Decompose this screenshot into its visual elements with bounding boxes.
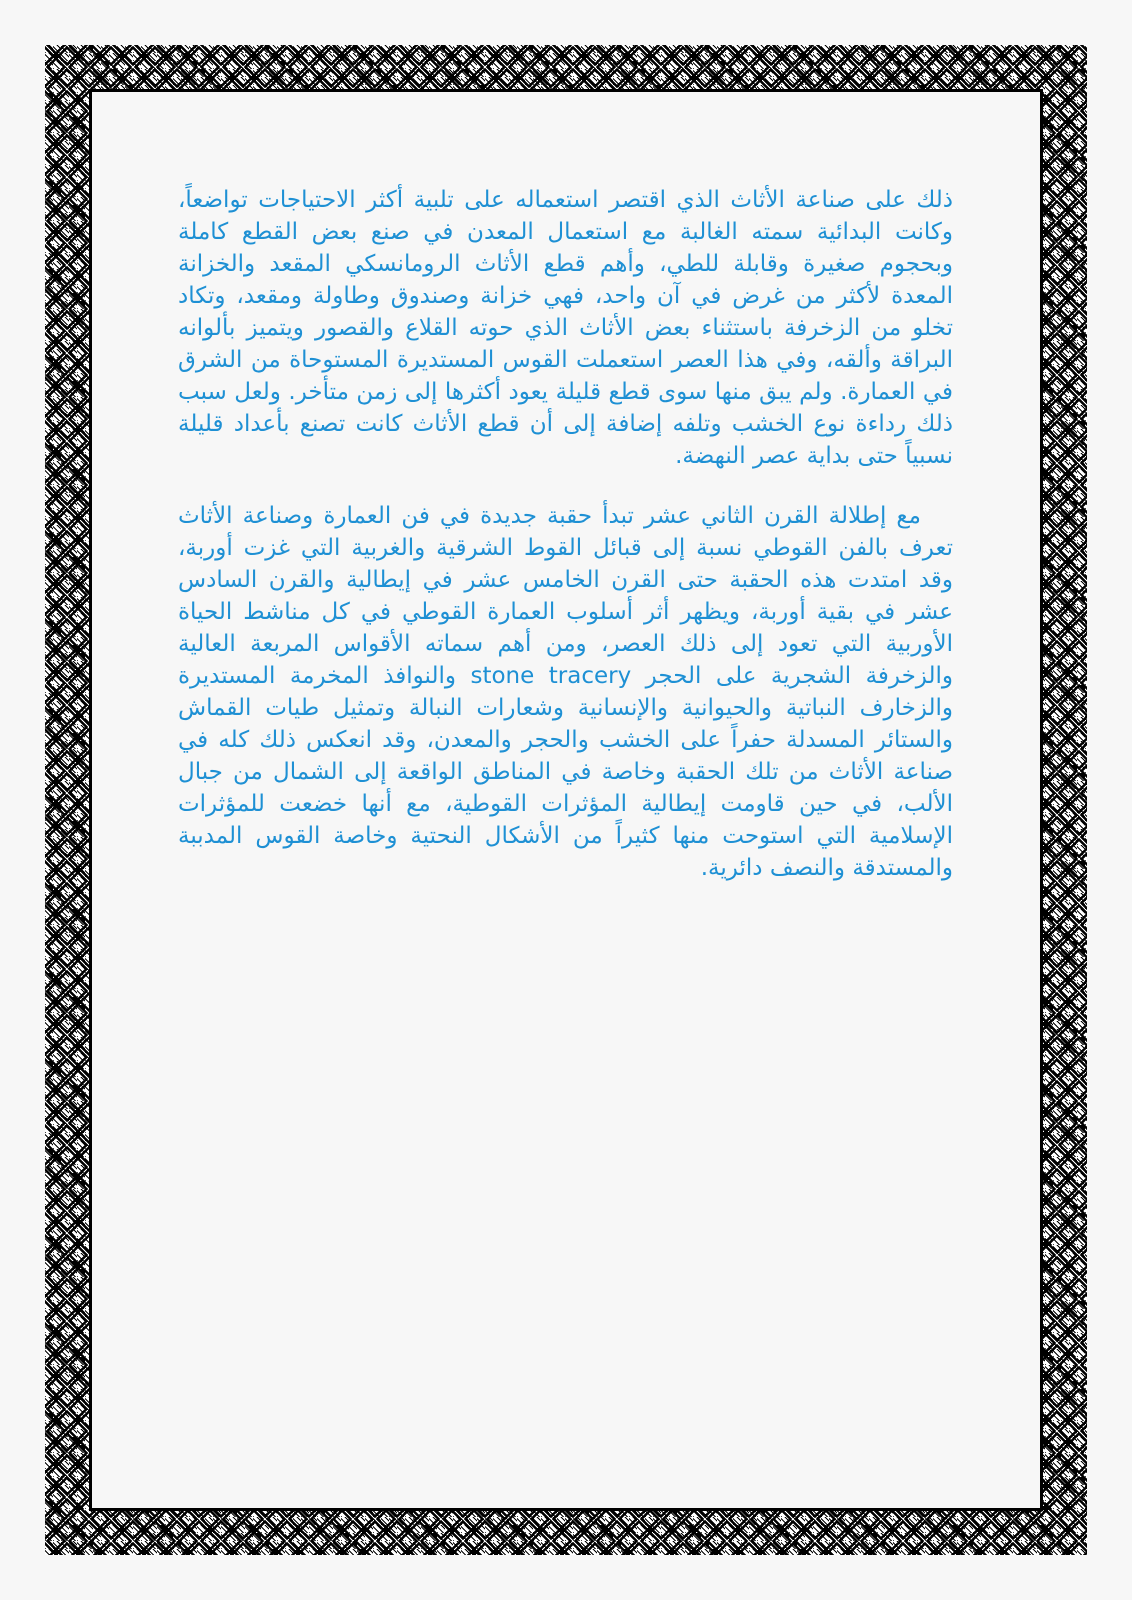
paragraph-1: ذلك على صناعة الأثاث الذي اقتصر استعماله على تلبية أكثر الاحتياجات تواضعاً، وكانت البدائية سمته الغالبة مع استعمال المعدن في صنع بعض القطع كاملة وبحجوم صغيرة وقابلة للطي، وأهم قطع الأثاث الرومانسكي المقعد والخزانة المعدة لأكثر من غرض في آن واحد، فهي خزانة وصندوق وطاولة ومقعد، وتكاد تخلو من الزخرفة باستثناء بعض الأثاث الذي حوته القلاع والقصور ويتميز بألوانه البراقة وألقه، وفي هذا العصر استعملت القوس المستديرة المستوحاة من الشرق في العمارة. ولم يبق منها سوى قطع قليلة يعود أكثرها إلى زمن متأخر. ولعل سبب ذلك رداءة نوع الخشب وتلفه إضافة إلى أن قطع الأثاث كانت تصنع بأعداد قليلة نسبياً حتى بداية عصر النهضة. [178,187,953,469]
paragraph-2: مع إطلالة القرن الثاني عشر تبدأ حقبة جديدة في فن العمارة وصناعة الأثاث تعرف بالفن القوطي نسبة إلى قبائل القوط الشرقية والغربية التي غزت أوربة، وقد امتدت هذه الحقبة حتى القرن الخامس عشر في إيطالية والقرن السادس عشر في بقية أوربة، ويظهر أثر أسلوب العمارة القوطي في كل مناشط الحياة الأوربية التي تعود إلى ذلك العصر، ومن أهم سماته الأقواس المربعة العالية والزخرفة الشجرية على الحجر stone tracery والنوافذ المخرمة المستديرة والزخارف النباتية والحيوانية والإنسانية وشعارات النبالة وتمثيل طيات القماش والستائر المسدلة حفراً على الخشب والحجر والمعدن، وقد انعكس ذلك كله في صناعة الأثاث من تلك الحقبة وخاصة في المناطق الواقعة إلى الشمال من جبال الألب، في حين قاومت إيطالية المؤثرات القوطية، مع أنها خضعت للمؤثرات الإسلامية التي استوحت منها كثيراً من الأشكال النحتية وخاصة القوس المدببة والمستدقة والنصف دائرية. [178,503,954,881]
article-body [178,184,953,884]
